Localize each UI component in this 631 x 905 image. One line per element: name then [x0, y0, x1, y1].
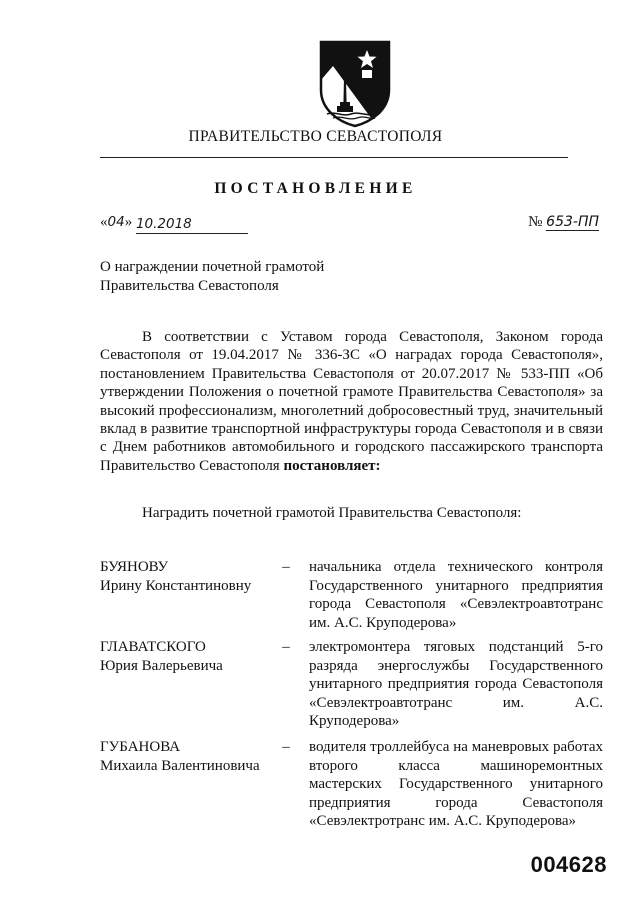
date-open-quote: « [100, 214, 108, 230]
date-month-year: 10.2018 [135, 216, 192, 232]
awardee-position: водителя троллейбуса на маневровых работах второго класса машиноремонтных мастерских Государственного унитарного предприятия города Севастополя «Севэлектротранс им. А.С. Круподерова» [309, 739, 603, 830]
date-day: 04 [107, 214, 125, 230]
awardee-name [100, 558, 275, 595]
awardee-name [100, 638, 275, 675]
preamble-text: В соответствии с Уставом города Севастополя, Законом города Севастополя от 19.04.2017 № 336-ЗС «О наградах города Севастополя», постановлением Правительства Севастополя от 20.07.2017 № 533-ПП «Об утверждении Положения о почетной грамоте Правительства Севастополя» за высокий профессионализм, многолетний добросовестный труд, значительный вклад в развитие транспортной инфраструктуры города Севастополя и в связи с Днем работников автомобильного и городского пассажирского транспорта Правительство Севастополя [100, 329, 603, 474]
number-prefix: № [528, 214, 543, 230]
awardee-position: начальника отдела технического контроля Государственного унитарного предприятия города Севастополя «Севэлектроавтотранс им. А.С. Круподерова» [309, 559, 603, 631]
sevastopol-coat-of-arms-icon [319, 40, 391, 128]
document-date [100, 214, 248, 232]
document-number [528, 214, 599, 231]
awardee-given-names: Ирину Константиновну [100, 577, 252, 594]
awardee-given-names: Юрия Валерьевича [100, 657, 223, 674]
date-close-quote: » [124, 214, 133, 230]
document-subject [100, 258, 400, 296]
preamble-paragraph [100, 328, 603, 475]
preamble-verb: постановляет [283, 457, 376, 474]
organization-name: ПРАВИТЕЛЬСТВО СЕВАСТОПОЛЯ [188, 128, 443, 145]
form-serial-number: 004628 [530, 852, 607, 877]
document-type: ПОСТАНОВЛЕНИЕ [214, 180, 417, 197]
awardee-dash: – [282, 739, 290, 755]
number-value: 653-ПП [546, 214, 599, 230]
awardee-position: электромонтера тяговых подстанций 5-го разряда энергослужбы Государственного унитарного предприятия города Севастополя «Севэлектроавтотранс им. А.С. Круподерова» [309, 639, 603, 730]
header-divider [100, 157, 568, 158]
awardee-dash: – [282, 559, 290, 575]
awardee-dash: – [282, 639, 290, 655]
awardee-surname: ГУБАНОВА [100, 739, 181, 755]
preamble-verb-tail: : [375, 457, 381, 474]
subject-line-1: О награждении почетной грамотой [100, 259, 325, 275]
awardee-surname: ГЛАВАТСКОГО [100, 639, 206, 655]
award-intro: Наградить почетной грамотой Правительства Севастополя: [142, 505, 522, 521]
awardee-name [100, 738, 275, 775]
awardee-surname: БУЯНОВУ [100, 559, 169, 575]
awardee-given-names: Михаила Валентиновича [100, 757, 260, 774]
subject-line-2: Правительства Севастополя [100, 278, 279, 294]
